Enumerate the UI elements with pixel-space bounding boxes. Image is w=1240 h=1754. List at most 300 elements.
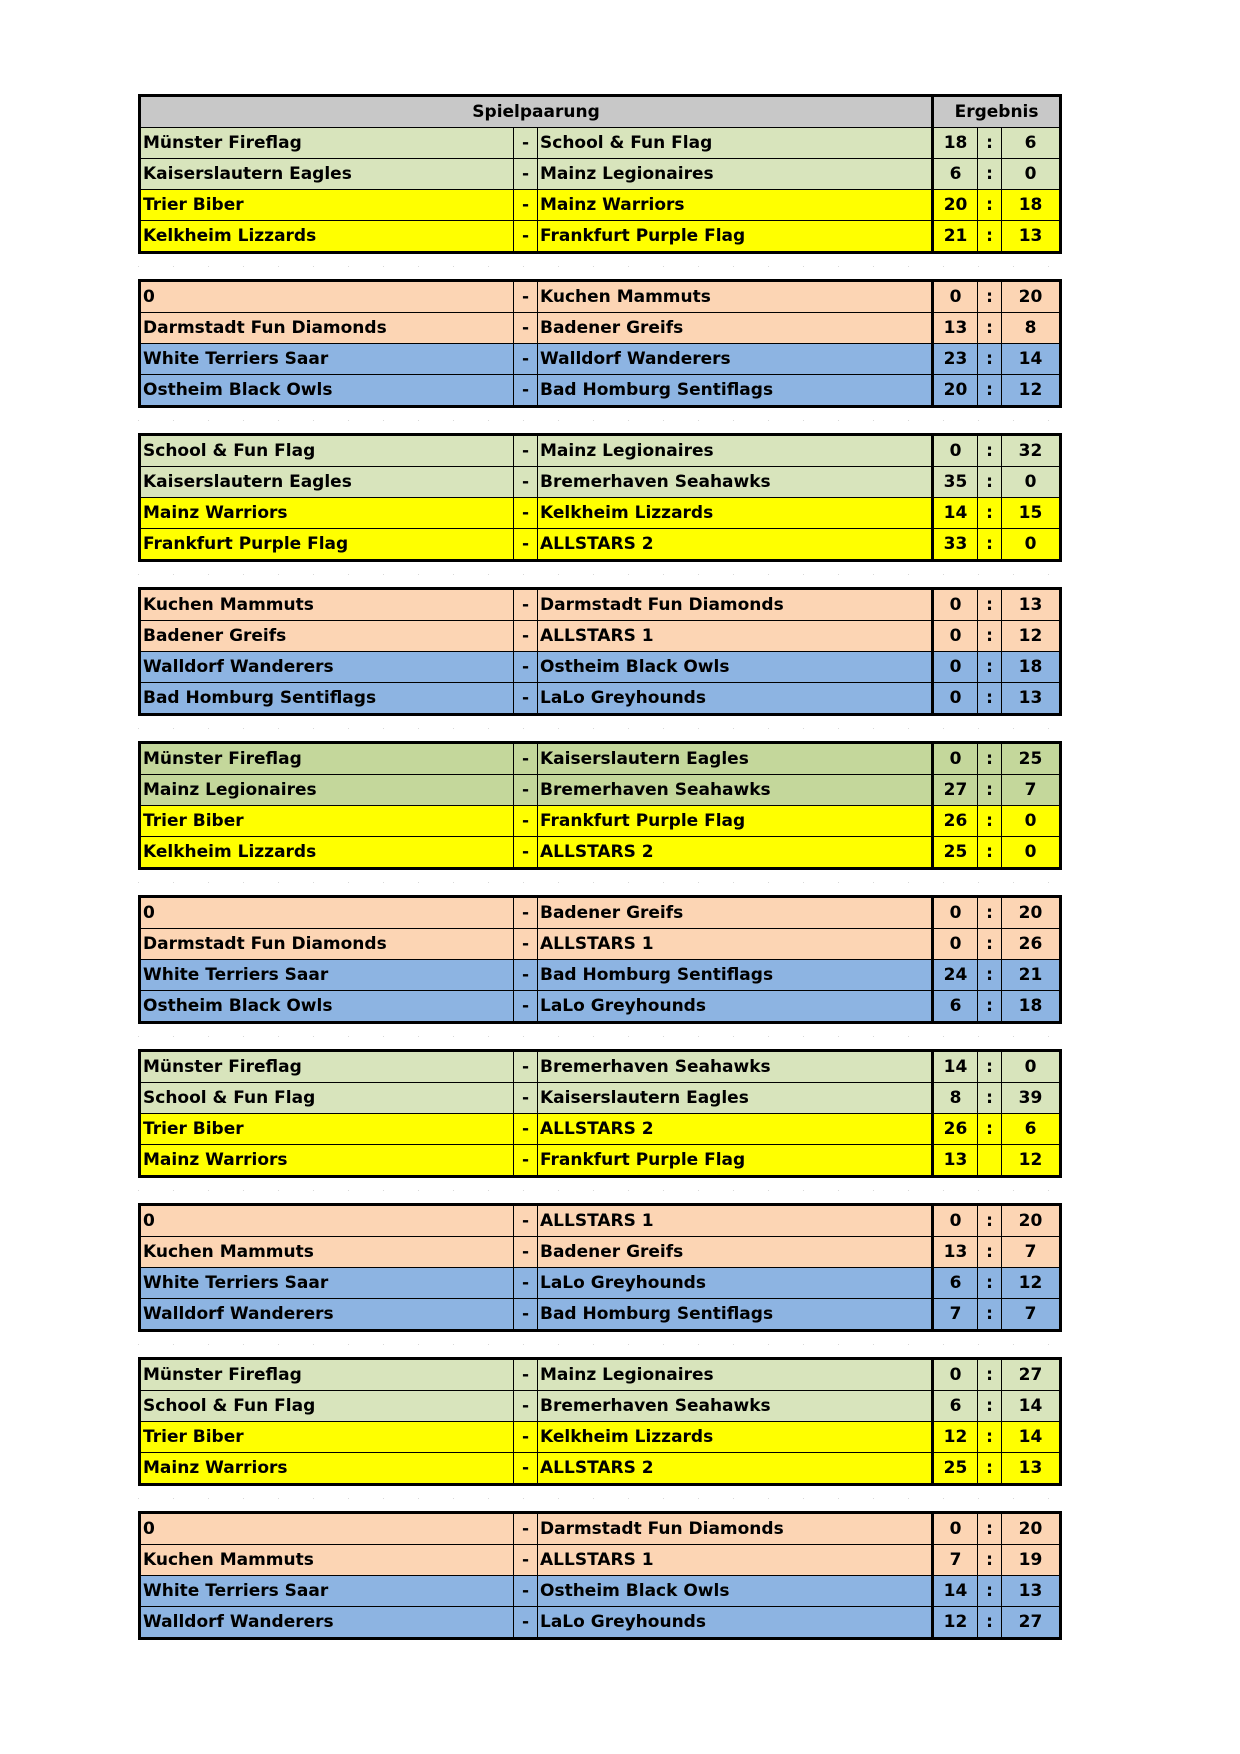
match-row [140, 1051, 1061, 1083]
block-spacer [138, 408, 1059, 433]
match-block [138, 895, 1062, 1024]
score-separator: : [978, 589, 1002, 621]
away-team: ALLSTARS 1 [538, 929, 933, 960]
home-score: 6 [933, 1268, 978, 1299]
block-spacer [138, 1178, 1059, 1203]
versus-dash: - [514, 344, 538, 375]
home-team: Mainz Warriors [140, 498, 514, 529]
score-separator: : [978, 1114, 1002, 1145]
home-score: 23 [933, 344, 978, 375]
match-block [138, 279, 1062, 408]
away-score: 0 [1002, 529, 1061, 561]
match-row [140, 435, 1061, 467]
away-team: ALLSTARS 1 [538, 1205, 933, 1237]
home-score: 0 [933, 743, 978, 775]
away-team: Bad Homburg Sentiflags [538, 375, 933, 407]
match-block [138, 1049, 1062, 1178]
away-team: Bremerhaven Seahawks [538, 775, 933, 806]
score-separator: : [978, 1453, 1002, 1485]
away-score: 12 [1002, 375, 1061, 407]
match-row [140, 1513, 1061, 1545]
away-score: 12 [1002, 1145, 1061, 1177]
away-team: Kaiserslautern Eagles [538, 743, 933, 775]
score-separator: : [978, 1051, 1002, 1083]
block-spacer [138, 1332, 1059, 1357]
score-separator: : [978, 837, 1002, 869]
versus-dash: - [514, 929, 538, 960]
match-row [140, 1237, 1061, 1268]
match-row [140, 1545, 1061, 1576]
home-team: Darmstadt Fun Diamonds [140, 929, 514, 960]
away-score: 0 [1002, 1051, 1061, 1083]
away-team: Frankfurt Purple Flag [538, 1145, 933, 1177]
home-score: 6 [933, 991, 978, 1023]
versus-dash: - [514, 1607, 538, 1639]
away-score: 32 [1002, 435, 1061, 467]
score-separator: : [978, 652, 1002, 683]
match-row [140, 837, 1061, 869]
away-team: Darmstadt Fun Diamonds [538, 1513, 933, 1545]
versus-dash: - [514, 1422, 538, 1453]
versus-dash: - [514, 806, 538, 837]
score-separator: : [978, 991, 1002, 1023]
match-row [140, 1299, 1061, 1331]
match-row [140, 159, 1061, 190]
away-score: 0 [1002, 806, 1061, 837]
away-score: 26 [1002, 929, 1061, 960]
home-score: 0 [933, 1513, 978, 1545]
home-team: Münster Fireflag [140, 128, 514, 159]
home-team: Trier Biber [140, 1422, 514, 1453]
score-separator: : [978, 435, 1002, 467]
home-team: Darmstadt Fun Diamonds [140, 313, 514, 344]
versus-dash: - [514, 498, 538, 529]
home-score: 7 [933, 1545, 978, 1576]
home-team: School & Fun Flag [140, 1391, 514, 1422]
home-team: 0 [140, 281, 514, 313]
result-header: Ergebnis [933, 96, 1061, 128]
away-team: LaLo Greyhounds [538, 683, 933, 715]
match-row [140, 1205, 1061, 1237]
versus-dash: - [514, 1114, 538, 1145]
away-score: 27 [1002, 1607, 1061, 1639]
versus-dash: - [514, 1513, 538, 1545]
versus-dash: - [514, 1576, 538, 1607]
block-spacer [138, 1024, 1059, 1049]
versus-dash: - [514, 960, 538, 991]
block-spacer [138, 716, 1059, 741]
home-score: 0 [933, 1359, 978, 1391]
away-team: Badener Greifs [538, 313, 933, 344]
away-score: 13 [1002, 589, 1061, 621]
away-score: 13 [1002, 221, 1061, 253]
versus-dash: - [514, 1545, 538, 1576]
home-team: Kuchen Mammuts [140, 1237, 514, 1268]
home-score: 14 [933, 1576, 978, 1607]
away-score: 18 [1002, 991, 1061, 1023]
versus-dash: - [514, 467, 538, 498]
score-separator: : [978, 621, 1002, 652]
home-team: 0 [140, 1205, 514, 1237]
home-team: Ostheim Black Owls [140, 375, 514, 407]
home-score: 20 [933, 375, 978, 407]
score-separator: : [978, 190, 1002, 221]
away-team: ALLSTARS 2 [538, 529, 933, 561]
home-team: Kelkheim Lizzards [140, 837, 514, 869]
match-row [140, 775, 1061, 806]
away-team: Kuchen Mammuts [538, 281, 933, 313]
home-score: 0 [933, 435, 978, 467]
match-row [140, 128, 1061, 159]
away-team: Bremerhaven Seahawks [538, 467, 933, 498]
home-score: 0 [933, 621, 978, 652]
home-team: Trier Biber [140, 806, 514, 837]
away-score: 25 [1002, 743, 1061, 775]
versus-dash: - [514, 837, 538, 869]
match-row [140, 1083, 1061, 1114]
home-score: 35 [933, 467, 978, 498]
score-separator: : [978, 1205, 1002, 1237]
block-spacer [138, 254, 1059, 279]
match-row [140, 1607, 1061, 1639]
score-separator: : [978, 683, 1002, 715]
match-row [140, 529, 1061, 561]
versus-dash: - [514, 652, 538, 683]
away-score: 7 [1002, 1237, 1061, 1268]
versus-dash: - [514, 683, 538, 715]
score-separator: : [978, 897, 1002, 929]
score-separator: : [978, 743, 1002, 775]
score-separator: : [978, 467, 1002, 498]
match-block [138, 1357, 1062, 1486]
match-row [140, 929, 1061, 960]
match-row [140, 897, 1061, 929]
block-spacer [138, 870, 1059, 895]
home-score: 0 [933, 929, 978, 960]
home-score: 12 [933, 1607, 978, 1639]
away-team: Ostheim Black Owls [538, 652, 933, 683]
match-row [140, 1422, 1061, 1453]
home-team: Münster Fireflag [140, 1051, 514, 1083]
home-team: White Terriers Saar [140, 344, 514, 375]
match-row [140, 1576, 1061, 1607]
away-score: 14 [1002, 1422, 1061, 1453]
home-score: 6 [933, 1391, 978, 1422]
away-score: 12 [1002, 621, 1061, 652]
score-separator: : [978, 498, 1002, 529]
match-row [140, 806, 1061, 837]
away-team: Mainz Legionaires [538, 1359, 933, 1391]
versus-dash: - [514, 1453, 538, 1485]
match-row [140, 344, 1061, 375]
home-score: 0 [933, 897, 978, 929]
away-team: Mainz Warriors [538, 190, 933, 221]
versus-dash: - [514, 1268, 538, 1299]
home-team: Trier Biber [140, 1114, 514, 1145]
match-row [140, 960, 1061, 991]
away-score: 20 [1002, 1513, 1061, 1545]
match-row [140, 467, 1061, 498]
match-row [140, 1453, 1061, 1485]
match-block [138, 433, 1062, 562]
pairing-header: Spielpaarung [140, 96, 933, 128]
away-team: Badener Greifs [538, 1237, 933, 1268]
versus-dash: - [514, 435, 538, 467]
home-score: 24 [933, 960, 978, 991]
away-score: 7 [1002, 1299, 1061, 1331]
away-team: ALLSTARS 1 [538, 1545, 933, 1576]
home-team: Kaiserslautern Eagles [140, 159, 514, 190]
home-score: 25 [933, 1453, 978, 1485]
match-block [138, 1203, 1062, 1332]
match-row [140, 1268, 1061, 1299]
versus-dash: - [514, 190, 538, 221]
away-team: LaLo Greyhounds [538, 1268, 933, 1299]
versus-dash: - [514, 1083, 538, 1114]
home-score: 14 [933, 498, 978, 529]
home-score: 33 [933, 529, 978, 561]
score-separator: : [978, 159, 1002, 190]
home-team: Kelkheim Lizzards [140, 221, 514, 253]
home-score: 0 [933, 1205, 978, 1237]
home-score: 18 [933, 128, 978, 159]
home-score: 27 [933, 775, 978, 806]
versus-dash: - [514, 589, 538, 621]
home-score: 6 [933, 159, 978, 190]
home-score: 12 [933, 1422, 978, 1453]
versus-dash: - [514, 1299, 538, 1331]
versus-dash: - [514, 897, 538, 929]
versus-dash: - [514, 159, 538, 190]
home-score: 14 [933, 1051, 978, 1083]
score-separator: : [978, 1576, 1002, 1607]
away-team: ALLSTARS 1 [538, 621, 933, 652]
away-score: 39 [1002, 1083, 1061, 1114]
home-team: Mainz Legionaires [140, 775, 514, 806]
score-separator: : [978, 1545, 1002, 1576]
score-separator: : [978, 1607, 1002, 1639]
versus-dash: - [514, 1237, 538, 1268]
match-block [138, 1511, 1062, 1640]
score-separator: : [978, 313, 1002, 344]
home-score: 7 [933, 1299, 978, 1331]
match-row [140, 1391, 1061, 1422]
versus-dash: - [514, 1145, 538, 1177]
fixture-sheet [138, 94, 1059, 1640]
home-score: 13 [933, 1237, 978, 1268]
versus-dash: - [514, 1359, 538, 1391]
score-separator: : [978, 960, 1002, 991]
match-row [140, 1114, 1061, 1145]
home-team: 0 [140, 897, 514, 929]
away-team: Ostheim Black Owls [538, 1576, 933, 1607]
match-row [140, 1145, 1061, 1177]
home-team: School & Fun Flag [140, 1083, 514, 1114]
home-score: 0 [933, 652, 978, 683]
away-team: LaLo Greyhounds [538, 1607, 933, 1639]
away-score: 13 [1002, 1453, 1061, 1485]
home-team: Kuchen Mammuts [140, 589, 514, 621]
away-score: 14 [1002, 1391, 1061, 1422]
home-score: 25 [933, 837, 978, 869]
away-team: LaLo Greyhounds [538, 991, 933, 1023]
home-team: Trier Biber [140, 190, 514, 221]
away-team: ALLSTARS 2 [538, 1453, 933, 1485]
away-team: Bad Homburg Sentiflags [538, 960, 933, 991]
away-team: Kelkheim Lizzards [538, 498, 933, 529]
away-score: 18 [1002, 190, 1061, 221]
away-score: 21 [1002, 960, 1061, 991]
score-separator: : [978, 1237, 1002, 1268]
away-score: 6 [1002, 128, 1061, 159]
header-row [140, 96, 1061, 128]
home-score: 26 [933, 1114, 978, 1145]
home-team: Walldorf Wanderers [140, 652, 514, 683]
versus-dash: - [514, 1051, 538, 1083]
away-team: Darmstadt Fun Diamonds [538, 589, 933, 621]
home-team: Walldorf Wanderers [140, 1299, 514, 1331]
score-separator: : [978, 929, 1002, 960]
home-team: Walldorf Wanderers [140, 1607, 514, 1639]
away-team: Bremerhaven Seahawks [538, 1391, 933, 1422]
away-score: 20 [1002, 897, 1061, 929]
score-separator: : [978, 128, 1002, 159]
home-team: Frankfurt Purple Flag [140, 529, 514, 561]
score-separator: : [978, 1299, 1002, 1331]
home-score: 20 [933, 190, 978, 221]
versus-dash: - [514, 1391, 538, 1422]
away-score: 6 [1002, 1114, 1061, 1145]
away-score: 13 [1002, 1576, 1061, 1607]
match-row [140, 281, 1061, 313]
away-team: Frankfurt Purple Flag [538, 221, 933, 253]
score-separator [978, 1145, 1002, 1177]
score-separator: : [978, 1513, 1002, 1545]
away-score: 7 [1002, 775, 1061, 806]
away-team: Bad Homburg Sentiflags [538, 1299, 933, 1331]
score-separator: : [978, 1391, 1002, 1422]
home-score: 0 [933, 589, 978, 621]
away-team: ALLSTARS 2 [538, 837, 933, 869]
home-team: Kaiserslautern Eagles [140, 467, 514, 498]
versus-dash: - [514, 281, 538, 313]
away-score: 0 [1002, 467, 1061, 498]
home-team: White Terriers Saar [140, 960, 514, 991]
home-team: School & Fun Flag [140, 435, 514, 467]
away-score: 19 [1002, 1545, 1061, 1576]
away-team: Mainz Legionaires [538, 159, 933, 190]
versus-dash: - [514, 221, 538, 253]
match-row [140, 498, 1061, 529]
match-row [140, 375, 1061, 407]
away-score: 13 [1002, 683, 1061, 715]
score-separator: : [978, 344, 1002, 375]
away-team: Kaiserslautern Eagles [538, 1083, 933, 1114]
home-team: Badener Greifs [140, 621, 514, 652]
block-spacer [138, 562, 1059, 587]
home-team: Münster Fireflag [140, 743, 514, 775]
home-score: 0 [933, 281, 978, 313]
home-score: 21 [933, 221, 978, 253]
away-team: Kelkheim Lizzards [538, 1422, 933, 1453]
away-team: ALLSTARS 2 [538, 1114, 933, 1145]
home-score: 8 [933, 1083, 978, 1114]
away-score: 20 [1002, 1205, 1061, 1237]
away-team: Bremerhaven Seahawks [538, 1051, 933, 1083]
score-separator: : [978, 221, 1002, 253]
home-score: 13 [933, 1145, 978, 1177]
home-score: 0 [933, 683, 978, 715]
home-score: 13 [933, 313, 978, 344]
away-score: 0 [1002, 159, 1061, 190]
home-team: 0 [140, 1513, 514, 1545]
away-team: Badener Greifs [538, 897, 933, 929]
match-row [140, 991, 1061, 1023]
score-separator: : [978, 775, 1002, 806]
away-score: 27 [1002, 1359, 1061, 1391]
away-score: 14 [1002, 344, 1061, 375]
home-team: White Terriers Saar [140, 1268, 514, 1299]
home-team: White Terriers Saar [140, 1576, 514, 1607]
versus-dash: - [514, 313, 538, 344]
match-block [138, 587, 1062, 716]
home-team: Mainz Warriors [140, 1453, 514, 1485]
away-team: Mainz Legionaires [538, 435, 933, 467]
home-team: Bad Homburg Sentiflags [140, 683, 514, 715]
versus-dash: - [514, 375, 538, 407]
score-separator: : [978, 1268, 1002, 1299]
match-row [140, 589, 1061, 621]
match-row [140, 313, 1061, 344]
home-team: Münster Fireflag [140, 1359, 514, 1391]
match-row [140, 1359, 1061, 1391]
match-block [138, 741, 1062, 870]
match-row [140, 221, 1061, 253]
score-separator: : [978, 529, 1002, 561]
away-score: 0 [1002, 837, 1061, 869]
away-score: 12 [1002, 1268, 1061, 1299]
away-score: 8 [1002, 313, 1061, 344]
match-block [138, 94, 1062, 254]
match-row [140, 683, 1061, 715]
block-spacer [138, 1486, 1059, 1511]
match-row [140, 743, 1061, 775]
versus-dash: - [514, 128, 538, 159]
score-separator: : [978, 1083, 1002, 1114]
versus-dash: - [514, 991, 538, 1023]
home-score: 26 [933, 806, 978, 837]
versus-dash: - [514, 621, 538, 652]
away-team: Frankfurt Purple Flag [538, 806, 933, 837]
versus-dash: - [514, 743, 538, 775]
score-separator: : [978, 281, 1002, 313]
away-team: School & Fun Flag [538, 128, 933, 159]
versus-dash: - [514, 529, 538, 561]
away-score: 20 [1002, 281, 1061, 313]
home-team: Kuchen Mammuts [140, 1545, 514, 1576]
match-row [140, 621, 1061, 652]
score-separator: : [978, 806, 1002, 837]
score-separator: : [978, 1359, 1002, 1391]
away-score: 18 [1002, 652, 1061, 683]
score-separator: : [978, 1422, 1002, 1453]
away-team: Walldorf Wanderers [538, 344, 933, 375]
versus-dash: - [514, 1205, 538, 1237]
home-team: Mainz Warriors [140, 1145, 514, 1177]
match-row [140, 652, 1061, 683]
score-separator: : [978, 375, 1002, 407]
away-score: 15 [1002, 498, 1061, 529]
